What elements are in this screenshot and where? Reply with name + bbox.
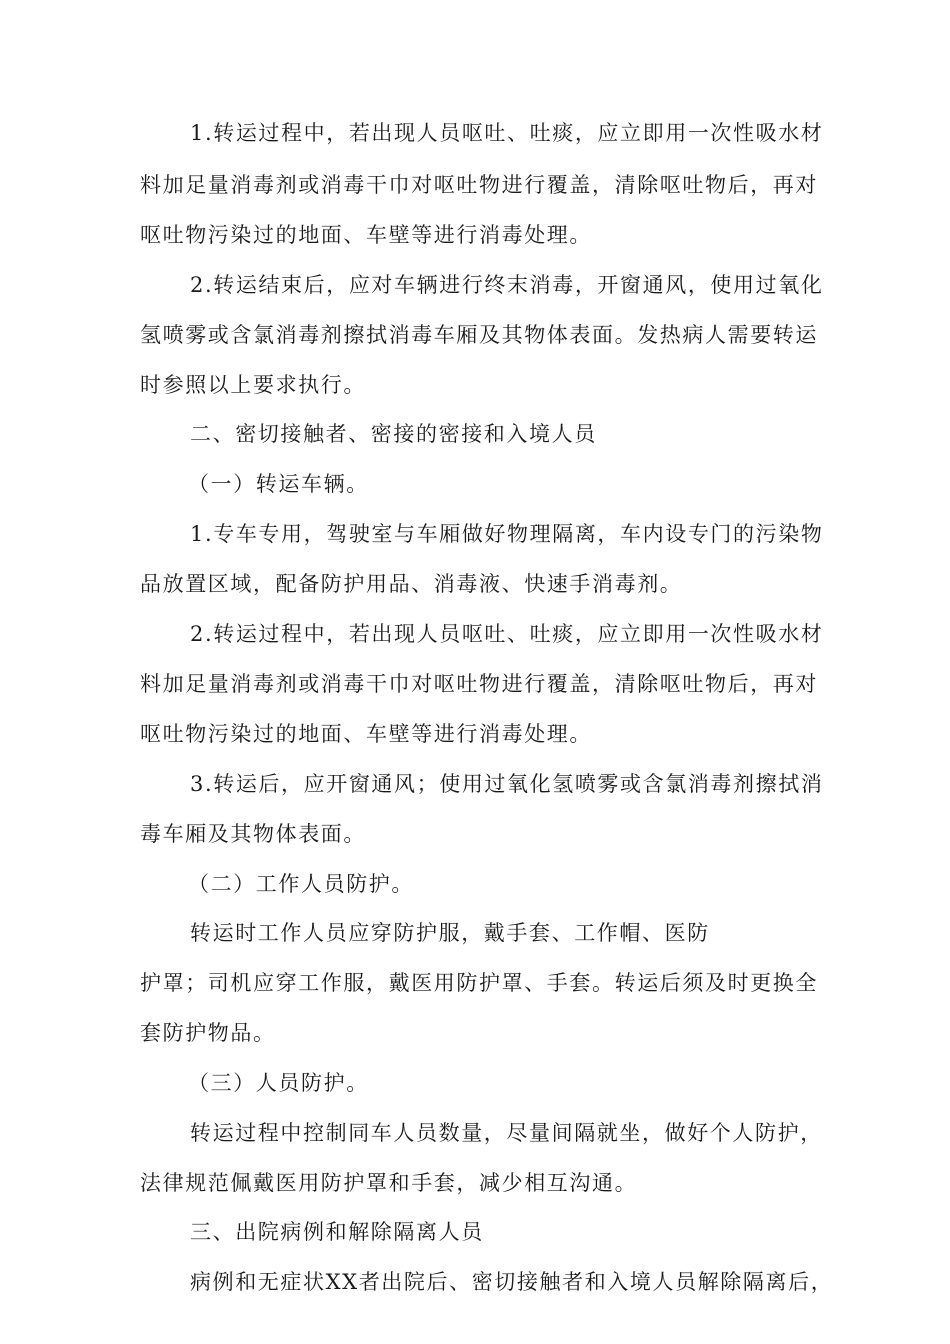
paragraph-line: 护罩；司机应穿工作服，戴医用防护罩、手套。转运后须及时更换全 bbox=[140, 971, 818, 995]
paragraph-line: 病例和无症状XX者出院后、密切接触者和入境人员解除隔离后， bbox=[190, 1270, 834, 1294]
paragraph-line: 时参照以上要求执行。 bbox=[140, 373, 366, 397]
subsection-heading: （一）转运车辆。 bbox=[188, 472, 369, 496]
section-heading: 三、出院病例和解除隔离人员 bbox=[190, 1220, 484, 1244]
subsection-heading: （三）人员防护。 bbox=[188, 1071, 369, 1095]
section-heading: 二、密切接触者、密接的密接和入境人员 bbox=[190, 422, 597, 446]
paragraph-line: 转运过程中控制同车人员数量，尽量间隔就坐，做好个人防护， bbox=[190, 1121, 823, 1145]
paragraph-line: 呕吐物污染过的地面、车壁等进行消毒处理。 bbox=[140, 223, 592, 247]
paragraph-line: 2.转运结束后，应对车辆进行终末消毒，开窗通风，使用过氧化 bbox=[190, 273, 824, 297]
paragraph-line: 2.转运过程中，若出现人员呕吐、吐痰，应立即用一次性吸水材 bbox=[190, 622, 824, 646]
subsection-heading: （二）工作人员防护。 bbox=[188, 872, 414, 896]
paragraph-line: 毒车厢及其物体表面。 bbox=[140, 822, 366, 846]
paragraph-line: 料加足量消毒剂或消毒干巾对呕吐物进行覆盖，清除呕吐物后，再对 bbox=[140, 173, 818, 197]
paragraph-line: 转运时工作人员应穿防护服，戴手套、工作帽、医防 bbox=[190, 921, 710, 945]
paragraph-line: 1.转运过程中，若出现人员呕吐、吐痰，应立即用一次性吸水材 bbox=[190, 121, 824, 145]
paragraph-line: 氢喷雾或含氯消毒剂擦拭消毒车厢及其物体表面。发热病人需要转运 bbox=[140, 323, 818, 347]
paragraph-line: 法律规范佩戴医用防护罩和手套，减少相互沟通。 bbox=[140, 1171, 638, 1195]
paragraph-line: 料加足量消毒剂或消毒干巾对呕吐物进行覆盖，清除呕吐物后，再对 bbox=[140, 672, 818, 696]
paragraph-line: 3.转运后，应开窗通风；使用过氧化氢喷雾或含氯消毒剂擦拭消 bbox=[190, 772, 824, 796]
paragraph-line: 套防护物品。 bbox=[140, 1021, 276, 1045]
paragraph-line: 品放置区域，配备防护用品、消毒液、快速手消毒剂。 bbox=[140, 572, 683, 596]
paragraph-line: 1.专车专用，驾驶室与车厢做好物理隔离，车内设专门的污染物 bbox=[190, 522, 824, 546]
paragraph-line: 呕吐物污染过的地面、车壁等进行消毒处理。 bbox=[140, 722, 592, 746]
